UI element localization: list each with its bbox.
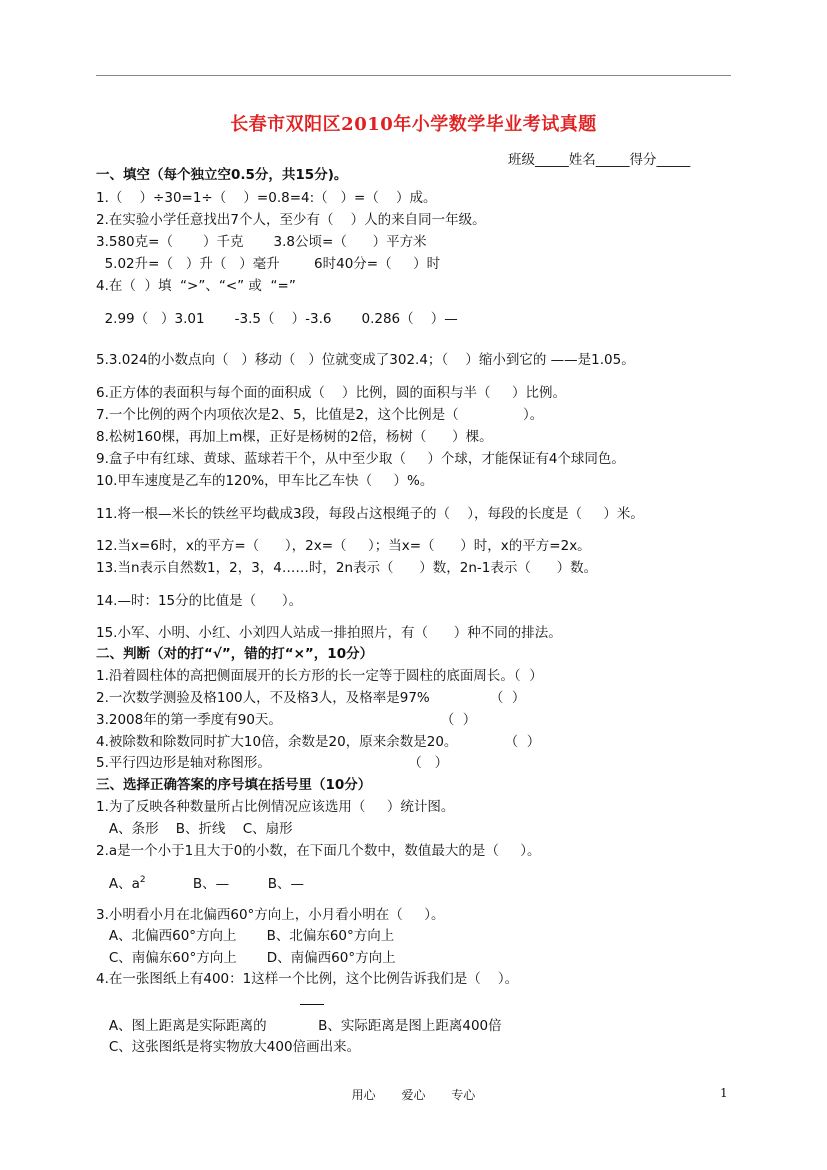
question-line: 12.当x=6时，x的平方=（ ），2x=（ ）；当x=（ ）时，x的平方=2x。 [96,538,591,554]
option-c: B、— [267,876,304,892]
header-rule [96,75,731,76]
superscript-two: 2 [139,875,146,885]
question-line: 8.松树160棵，再加上m棵，正好是杨树的2倍，杨树（ ）棵。 [96,429,493,445]
question-line: 3.580克=（ ）千克 3.8公顷=（ ）平方米 [96,234,427,250]
question-line: 7.一个比例的两个内项依次是2、5，比值是2，这个比例是（ ）。 [96,407,544,423]
option-line: C、南偏东60°方向上 D、南偏西60°方向上 [96,950,396,966]
page-footer: 用心 爱心 专心 [351,1088,476,1102]
question-line: 5.02升=（ ）升（ ）毫升 6时40分=（ ）时 [96,256,441,272]
option-line: A、条形 B、折线 C、扇形 [96,821,293,837]
question-line: 1.为了反映各种数量所占比例情况应该选用（ ）统计图。 [96,799,455,815]
question-line: 4.被除数和除数同时扩大10倍，余数是20，原来余数是20。 （ ） [96,734,541,750]
option-line: C、这张图纸是将实物放大400倍画出来。 [96,1039,361,1055]
question-line: 2.一次数学测验及格100人，不及格3人，及格率是97% （ ） [96,690,526,706]
question-line: 10.甲车速度是乙车的120%，甲车比乙车快（ ）%。 [96,473,434,489]
question-line: 3.2008年的第一季度有90天。 （ ） [96,712,477,728]
student-info-line: 班级_____姓名_____得分_____ [508,152,691,168]
fraction-bar [300,1004,324,1005]
question-line: 11.将一根—米长的铁丝平均截成3段，每段占这根绳子的（ ），每段的长度是（ ）米。 [96,506,644,522]
question-line: 13.当n表示自然数1，2，3，4……时，2n表示（ ）数，2n-1表示（ ）数。 [96,560,598,576]
page-number: 1 [720,1086,728,1100]
question-line: 5.3.024的小数点向（ ）移动（ ）位就变成了302.4；（ ）缩小到它的 ——是1.05。 [96,352,635,368]
option-line: A、图上距离是实际距离的 B、实际距离是图上距离400倍 [96,1018,502,1034]
section-heading: 三、选择正确答案的序号填在括号里（10分） [96,777,372,793]
question-line: 2.99（ ）3.01 -3.5（ ）-3.6 0.286（ ）— [96,311,458,327]
question-line: 3.小明看小月在北偏西60°方向上，小月看小明在（ ）。 [96,907,445,923]
option-b: B、— [192,876,230,892]
question-line: 2.在实验小学任意找出7个人，至少有（ ）人的来自同一年级。 [96,212,486,228]
option-line: A、$a^2$ B、— B、— [96,875,304,892]
question-line: 1.沿着圆柱体的高把侧面展开的长方形的长一定等于圆柱的底面周长。（ ） [96,668,543,684]
section-heading: 一、填空（每个独立空0.5分，共15分)。 [96,167,348,183]
question-line: 5.平行四边形是轴对称图形。 （ ） [96,755,449,771]
question-line: 14.—时：15分的比值是（ ）。 [96,593,303,609]
question-line: 2.a是一个小于1且大于0的小数，在下面几个数中，数值最大的是（ ）。 [96,843,541,859]
question-line: 1.（ ）÷30=1÷（ ）=0.8=4:（ ）=（ ）成。 [96,190,437,206]
question-line: 4.在一张图纸上有400：1这样一个比例，这个比例告诉我们是（ ）。 [96,971,519,987]
option-line: A、北偏西60°方向上 B、北偏东60°方向上 [96,928,395,944]
section-heading: 二、判断（对的打“√”，错的打“×”，10分） [96,646,374,662]
question-line: 4.在（ ）填 “>”、“<” 或 “=” [96,278,296,294]
question-line: 6.正方体的表面积与每个面的面积成（ ）比例，圆的面积与半（ ）比例。 [96,385,567,401]
question-line: 9.盒子中有红球、黄球、蓝球若干个，从中至少取（ ）个球，才能保证有4个球同色。 [96,451,625,467]
question-line: 15.小军、小明、小红、小刘四人站成一排拍照片，有（ ）种不同的排法。 [96,625,562,641]
document-title: 长春市双阳区2010年小学数学毕业考试真题 [230,114,597,135]
